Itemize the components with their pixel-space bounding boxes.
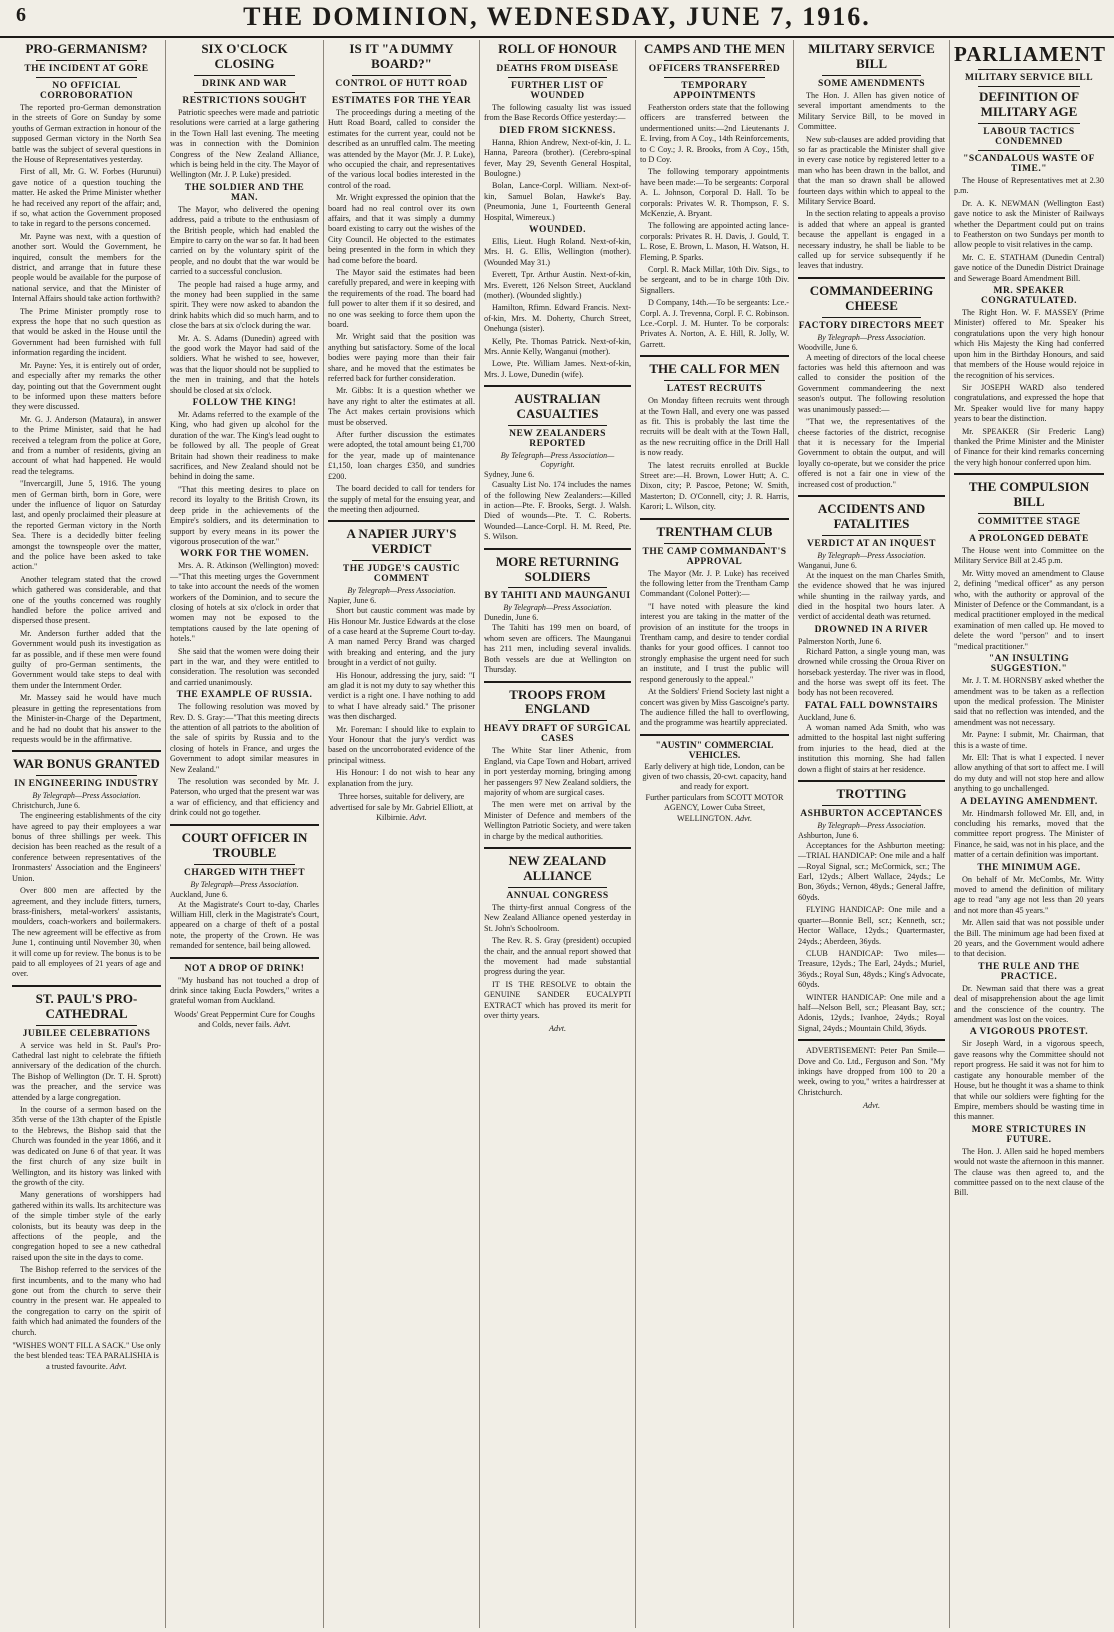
dateline: Woodville, June 6. bbox=[798, 342, 858, 352]
paragraph: The White Star liner Athenic, from England, via Cape Town and Hobart, arrived in port yesterday morning, bringing among her passengers 97 New Zealand soldiers, the majority of whom are surgical cases. bbox=[484, 746, 631, 797]
column-3 bbox=[324, 40, 480, 1628]
paragraph: Mr. Ell: That is what I expected. I never allow anything of that sort to affect me. I will do my duty and will not stop here and allow anything to go unchallenged. bbox=[954, 752, 1104, 794]
paragraph: Bolan, Lance-Corpl. William. Next-of-kin, Samuel Bolan, Hawke's Bay. (Pneumonia, June 1, Fourteenth General Hospital, Wimereux.) bbox=[484, 181, 631, 222]
paragraph: The reported pro-German demonstration in the streets of Gore on Sunday by some youths of German extraction in honour of the supposed German victory in the North Sea battle was the subject of several questions in the House of Representatives yesterday. bbox=[12, 102, 161, 164]
subheading: NEW ZEALANDERS REPORTED bbox=[509, 429, 606, 450]
paragraph: The Mayor, who delivered the opening address, paid a tribute to the enthusiasm of the British people, which had enabled the Empire to carry on the war so far. It had been carried on by the voluntary spirit of the people, and no doubt that the war would be carried to a successful conclusion. bbox=[170, 204, 319, 277]
paragraph: "My husband has not touched a drop of drink since taking Eucla Powders," writes a grateful woman from Auckland. bbox=[170, 975, 319, 1006]
section-subhead: FOLLOW THE KING! bbox=[192, 398, 297, 409]
subheading: SOME AMENDMENTS bbox=[818, 78, 925, 89]
subheading: LABOUR TACTICS CONDEMNED bbox=[983, 127, 1075, 148]
paragraph: The thirty-first annual Congress of the New Zealand Alliance opened yesterday in St. John's Schoolroom. bbox=[484, 902, 631, 933]
subheading: DRINK AND WAR bbox=[202, 78, 287, 89]
column-1 bbox=[8, 40, 166, 1628]
section-subhead: THE MINIMUM AGE. bbox=[977, 862, 1081, 873]
paragraph: A service was held in St. Paul's Pro-Cathedral last night to celebrate the fiftieth anniversary of the dedication of the church. The Bishop of Wellington (Dr. T. H. Sprott) was the preacher, and the service was attended by a large congregation. bbox=[12, 1040, 161, 1102]
paragraph: Mr. Wright said that the position was anything but satisfactory. Some of the local bodies were paying more than their fair share, and he moved that the estimates be referred back for further consideration. bbox=[328, 332, 475, 384]
section-subhead: WORK FOR THE WOMEN. bbox=[180, 549, 309, 560]
paragraph: At the Magistrate's Court to-day, Charles William Hill, clerk in the Magistrate's Court, appeared on a charge of theft of a postal note, the property of the Crown. He was remanded for sentence, bail being allowed. bbox=[170, 899, 319, 951]
headline: PARLIAMENT bbox=[954, 42, 1106, 66]
advertisement: Three horses, suitable for delivery, are advertised for sale by Mr. Gabriel Elliott, at Kilbirnie. Advt. bbox=[329, 792, 473, 822]
paragraph: The proceedings during a meeting of the Hutt Road Board, called to consider the estimates for the current year, could not be described as an unruffled calm. The meeting was attended by the Mayor (Mr. J. P. Luke), who occupied the chair, and representatives of the various local bodies interested in the control of the road. bbox=[328, 107, 475, 190]
subheading: THE INCIDENT AT GORE bbox=[24, 63, 149, 74]
paragraph: Mr. G. J. Anderson (Mataura), in answer to the Prime Minister, said that he had received a telegram from the police at Gore, and from a number of residents, giving an account of what had happened. He would read the telegrams. bbox=[12, 414, 161, 476]
paragraph: Dr. A. K. NEWMAN (Wellington East) gave notice to ask the Minister of Railways whether the Department could put on trains to Featherston on two Sundays per month to allow people to visit relatives in the camp. bbox=[954, 198, 1104, 250]
paragraph: On Monday fifteen recruits went through at the Town Hall, and every one was passed as fit. This is probably the last time the recruits will be dealt with at the Town Hall, as the new recruiting office in the Drill Hall is now ready. bbox=[640, 396, 789, 458]
paragraph: The people had raised a huge army, and the money had been supplied in the same spirit. They were now asked to abandon the drink habits which did so much harm, and to close the bars at six o'clock during the war. bbox=[170, 279, 319, 331]
paragraph: The House went into Committee on the Military Service Bill at 2.45 p.m. bbox=[954, 546, 1104, 566]
paragraph: Mr. C. E. STATHAM (Dunedin Central) gave notice of the Dunedin District Drainage and Sewerage Board Amendment Bill. bbox=[954, 252, 1104, 283]
headline: IS IT "A DUMMY BOARD?" bbox=[349, 41, 454, 71]
section-subhead: DIED FROM SICKNESS. bbox=[499, 125, 616, 136]
dateline: Auckland, June 6. bbox=[170, 889, 228, 899]
paragraph: The Mayor said the estimates had been carefully prepared, and were in keeping with the requirements of the road. The board had full power to alter them if it so desired, and no one was seeking to force them upon the board. bbox=[328, 267, 475, 329]
subheading: THE CAMP COMMANDANT'S APPROVAL bbox=[642, 546, 787, 567]
paragraph: Another telegram stated that the crowd which gathered was considerable, and that one of the youths concerned was roughly handled before the police arrived and dispersed those present. bbox=[12, 574, 161, 626]
subheading: DROWNED IN A RIVER bbox=[814, 624, 929, 635]
paragraph: Sir JOSEPH WARD also tendered congratulations, and expressed the hope that Mr. Speaker would live for many happy years to bear the distinction. bbox=[954, 382, 1104, 424]
headline: NEW ZEALAND ALLIANCE bbox=[508, 853, 607, 883]
headline: ST. PAUL'S PRO-CATHEDRAL bbox=[35, 990, 138, 1021]
paragraph: His Honour: I do not wish to hear any explanation from the jury. bbox=[328, 768, 475, 788]
paragraph: The men were met on arrival by the Minister of Defence and members of the Wellington Patriotic Society, and were taken in charge by the medical authorities. bbox=[484, 800, 631, 841]
subheading: NO OFFICIAL CORROBORATION bbox=[40, 80, 133, 101]
paragraph: Mr. Allen said that was not possible under the Bill. The minimum age had been fixed at 20 years, and the Government would adhere to that decision. bbox=[954, 918, 1104, 959]
subheading: BY TAHITI AND MAUNGANUI bbox=[484, 591, 631, 602]
paragraph: FLYING HANDICAP: One mile and a quarter—Bonnie Bell, scr.; Kenneth, scr.; Hector Wallace, 12yds.; Quartermaster, 24yds.; Aberdeen, 36yds. bbox=[798, 905, 945, 946]
subheading: ASHBURTON ACCEPTANCES bbox=[800, 808, 943, 819]
paragraph: Sir Joseph Ward, in a vigorous speech, gave reasons why the Committee should not report progress. He said it was not for him to castigate any honourable member of the House, but he thought it was a shame to think that while our soldiers were fighting for the Empire, members should be wasting time in this manner. bbox=[954, 1039, 1104, 1122]
headline: DEFINITION OF MILITARY AGE bbox=[978, 89, 1080, 120]
paragraph: Casualty List No. 174 includes the names of the following New Zealanders:—Killed in action—Pte. F. Brooks, Sergt. J. Walsh. Died of wounds—Pte. T. C. Roberts. Wounded—Lance-Corpl. H. M. Reed, Pte. S. Wilson. bbox=[484, 480, 631, 542]
advertisement: Woods' Great Peppermint Cure for Coughs and Colds, never fails. Advt. bbox=[174, 1009, 315, 1030]
headline: ACCIDENTS AND FATALITIES bbox=[817, 500, 926, 531]
column-5 bbox=[636, 40, 794, 1628]
paragraph: The latest recruits enrolled at Buckle Street are:—H. Brown, Lower Hutt; A. C. Dixon, city; P. Pascoe, Petone; W. Smith, Masterton; D. O'Connell, city; J. R. Harris, Karori; L. Wilson, city. bbox=[640, 460, 789, 512]
dateline: Christchurch, June 6. bbox=[12, 801, 80, 811]
paragraph: Patriotic speeches were made and patriotic resolutions were carried at a large gathering in the Town Hall last evening. The meeting was in connection with the Dominion Congress of the New Zealand Alliance, which is being held in the city. The Mayor of Wellington (Mr. J. P. Luke) presided. bbox=[170, 107, 319, 180]
advertisement: "AUSTIN" COMMERCIAL VEHICLES. Early delivery at high tide, London, can be given of two chassis, 20-cwt. capacity, hand and ready for export. Further particulars from SCOTT MOTOR AGENCY, Lower Cuba Street, WELLINGTON. Advt. bbox=[642, 740, 787, 823]
section-subhead: "AN INSULTING SUGGESTION." bbox=[988, 654, 1070, 675]
paragraph: In the section relating to appeals a proviso is added that where an appeal is granted because the appellant is engaged in a necessary industry, he shall be liable to be called up for service subsequently if he leaves that industry. bbox=[798, 209, 945, 271]
column-2 bbox=[166, 40, 324, 1628]
advertisement: Advt. bbox=[548, 1024, 567, 1034]
dateline: Sydney, June 6. bbox=[484, 470, 535, 480]
dateline: Dunedin, June 6. bbox=[484, 613, 539, 623]
byline: By Telegraph—Press Association. bbox=[817, 550, 926, 560]
byline: By Telegraph—Press Association. bbox=[817, 820, 926, 830]
subheading: RESTRICTIONS SOUGHT bbox=[182, 95, 307, 106]
headline: TROOPS FROM ENGLAND bbox=[509, 686, 606, 717]
paragraph: The Bishop referred to the services of the first incumbents, and to the many who had gone out from the church to serve their country in the present war. He appealed to the congregation to carry on the spirit of faith which had animated the founders of the church. bbox=[12, 1265, 161, 1337]
headline: AUSTRALIAN CASUALTIES bbox=[514, 391, 601, 422]
paragraph: Mrs. A. R. Atkinson (Wellington) moved:—"That this meeting urges the Government to take into account the needs of the women workers of the Dominion, and to secure the closing of hotels at six o'clock in order that women may not be exposed to the temptations caused by the late opening of hotels." bbox=[170, 561, 319, 644]
paragraph: Acceptances for the Ashburton meeting:—TRIAL HANDICAP: One mile and a half—Royal Signal, scr.; McCormick, scr.; The Earl, 12yds.; Albert Wallace, 24yds.; Le Bon, 36yds.; Vernon, 48yds.; General Jaffre, 60yds. bbox=[798, 840, 945, 902]
paragraph: In the course of a sermon based on the 35th verse of the 13th chapter of the Epistle to the Hebrews, the Bishop said that the Church was founded in the year 1866, and it was dedicated on June 6 of that year. It was the first church of any size built in Wellington, and its history was linked with the growth of the city. bbox=[12, 1105, 161, 1187]
subheading: OFFICERS TRANSFERRED bbox=[648, 63, 781, 74]
paragraph: Mr. Payne was next, with a question of another sort. Would the Government, he inquired, consult the members for the district, and arrange that in future these people would be available for the purpose of national service, and that the Minister of Internal Affairs should take action forthwith? bbox=[12, 231, 161, 304]
subheading: VERDICT AT AN INQUEST bbox=[806, 538, 937, 549]
section-subhead: A DELAYING AMENDMENT. bbox=[960, 796, 1098, 807]
paragraph: Mr. Payne: Yes, it is entirely out of order, and especially after my remarks the other day, pointing out that the Government ought to be informed upon these matters before they were discussed. bbox=[12, 360, 161, 412]
subheading: ANNUAL CONGRESS bbox=[506, 890, 609, 901]
subheading: COMMITTEE STAGE bbox=[977, 517, 1081, 528]
headline: CAMPS AND THE MEN bbox=[644, 41, 785, 56]
section-subhead: MR. SPEAKER CONGRATULATED. bbox=[980, 286, 1078, 307]
byline: By Telegraph—Press Association. bbox=[32, 791, 141, 801]
paragraph: The Tahiti has 199 men on board, of whom seven are officers. The Maunganui has 211 men, including several invalids. Both vessels are due at Wellington on Thursday. bbox=[484, 623, 631, 675]
dateline: Auckland, June 6. bbox=[798, 712, 856, 722]
paragraph: The board decided to call for tenders for the supply of metal for the ensuing year, and the meeting then adjourned. bbox=[328, 484, 475, 514]
paragraph: She said that the women were doing their part in the war, and they were entitled to consideration. The resolution was seconded and carried unanimously. bbox=[170, 646, 319, 687]
headline: THE COMPULSION BILL bbox=[968, 479, 1090, 510]
paragraph: Mr. A. S. Adams (Dunedin) agreed with the good work the Mayor had said of the soldiers. What he wished to see, however, was that the liquor should not be supplied to the men in training, and that the hotels should be closed at six o'clock. bbox=[170, 333, 319, 395]
paragraph: Mr. Payne: I submit, Mr. Chairman, that this is a waste of time. bbox=[954, 730, 1104, 750]
paragraph: The following temporary appointments have been made:—To be sergeants: Corporal A. L. Johnson, Corporal D. Hall. To be corporals: Privates W. R. Thompson, F. S. McKenzie, A. Bryant. bbox=[640, 167, 789, 218]
section-subhead: MORE STRICTURES IN FUTURE. bbox=[971, 1124, 1087, 1145]
paragraph: D Company, 14th.—To be sergeants: Lce.-Corpl. A. J. Trevenna, Corpl. F. C. Robinson. Lce.-Corpl. J. M. Hunter. To be corporals: Privates A. Norton, A. E. Hill, R. Jolly, W. Garrett. bbox=[640, 298, 789, 349]
paragraph: IT IS THE RESOLVE to obtain the GENUINE SANDER EUCALYPTI EXTRACT which has proved its merit for over thirty years. bbox=[484, 979, 631, 1020]
headline: WAR BONUS GRANTED bbox=[13, 756, 160, 772]
paragraph: The Right Hon. W. F. MASSEY (Prime Minister) offered to Mr. Speaker his congratulations upon the very high honour which His Majesty the King had conferred upon him in the Birthday Honours, and said that members of the House would rejoice in the recognition of his services. bbox=[954, 308, 1104, 380]
newspaper-title: THE DOMINION, WEDNESDAY, JUNE 7, 1916. bbox=[243, 2, 871, 31]
paragraph: Mr. Hindmarsh followed Mr. Ell, and, in concluding his remarks, moved that the committee report progress. The Minister of Finance, he said, was not in his place, and the matter of a certain definition was important. bbox=[954, 808, 1104, 860]
paragraph: On behalf of Mr. McCombs, Mr. Witty moved to amend the definition of military age to read "any age not less than 20 years and not more than 45 years." bbox=[954, 874, 1104, 915]
subheading: CHARGED WITH THEFT bbox=[183, 867, 306, 878]
paragraph: Mr. Gibbs: It is a question whether we have any right to alter the estimates at all. The Act makes certain provisions which must be observed. bbox=[328, 386, 475, 427]
paragraph: "That we, the representatives of the cheese factories of the district, recognise that it is necessary for the Imperial Government to obtain the output, and will loyally co-operate, but we consider the price offered is not a fair one in view of the increased cost of production." bbox=[798, 417, 945, 489]
paragraph: Ellis, Lieut. Hugh Roland. Next-of-kin, Mrs. H. G. Ellis, Wellington (mother). (Wounded May 31.) bbox=[484, 237, 631, 267]
advertisement: Advt. bbox=[862, 1101, 881, 1111]
dateline: Wanganui, June 6. bbox=[798, 560, 857, 570]
subheading: ESTIMATES FOR THE YEAR bbox=[331, 95, 472, 106]
subheading: IN ENGINEERING INDUSTRY bbox=[14, 779, 159, 790]
headline: TRENTHAM CLUB bbox=[656, 523, 773, 539]
paragraph: At the Soldiers' Friend Society last night a concert was given by Miss Gascoigne's party. The audience filled the hall to overflowing, and the programme was heartily appreciated. bbox=[640, 687, 789, 728]
paragraph: Mr. SPEAKER (Sir Frederic Lang) thanked the Prime Minister and the Minister of Finance for their kind remarks concerning the very high honour conferred upon him. bbox=[954, 426, 1104, 467]
paragraph: Over 800 men are affected by the agreement, and they include fitters, turners, brass-finishers, metal-workers' assistants, moulders, coach-workers and boilermakers. The new agreement will be effective as from June 1, continuing until November 30, when it will come up for review. The bonus is to be paid to all employees of 21 years of age and over. bbox=[12, 886, 161, 979]
paragraph: "I have noted with pleasure the kind interest you are taking in the matter of the provision of an institute for the troops in Trentham camp, and desire to tender cordial thanks for your good offices. I cannot too strongly emphasise the urgent need for such an institute, and I trust the public will respond generously to the appeal." bbox=[640, 601, 789, 684]
paragraph: ADVERTISEMENT: Peter Pan Smile—Dove and Co. Ltd., Ferguson and Son. "My inkings have dropped from 100 to 20 a week, owing to you," writes a hairdresser at Christchurch. bbox=[798, 1046, 945, 1097]
section-subhead: THE SOLDIER AND THE MAN. bbox=[184, 182, 305, 203]
page-number: 6 bbox=[16, 4, 26, 26]
advertisement: "WISHES WON'T FILL A SACK." Use only the best blended teas: TEA PARALISHIA is a trusted favourite. Advt. bbox=[12, 1341, 161, 1371]
dateline: Napier, June 6. bbox=[328, 596, 377, 606]
paragraph: Hamilton, Rfimn. Edward Francis. Next-of-kin, Mrs. M. Doherty, Church Street, Onehunga (sister). bbox=[484, 303, 631, 334]
headline: COURT OFFICER IN TROUBLE bbox=[181, 829, 308, 860]
dateline: Ashburton, June 6. bbox=[798, 830, 859, 840]
column-7 bbox=[950, 40, 1108, 1628]
headline: MILITARY SERVICE BILL bbox=[808, 41, 935, 71]
paragraph: Hanna, Rhion Andrew, Next-of-kin, J. L. Hanna, Pareora (brother). (Cerebro-spinal fever, May 29, Seventh General Hospital, Boulogne.) bbox=[484, 137, 631, 178]
paragraph: At the inquest on the man Charles Smith, the evidence showed that he was injured while shunting in the railway yards, and died in the hospital two hours later. A verdict of accidental death was returned. bbox=[798, 570, 945, 622]
section-subhead: WOUNDED. bbox=[528, 225, 587, 235]
paragraph: Many generations of worshippers had gathered within its walls. Its architecture was of the simple timber style of the early colonists, but its beauty was deep in the affections of the people, and the congregation hoped to see a new cathedral raised upon the site in the days to come. bbox=[12, 1190, 161, 1262]
subheading: MILITARY SERVICE BILL bbox=[964, 73, 1094, 84]
column-6 bbox=[794, 40, 950, 1628]
headline: MORE RETURNING SOLDIERS bbox=[495, 553, 620, 584]
paragraph: Short but caustic comment was made by His Honour Mr. Justice Edwards at the close of a case heard at the Supreme Court to-day. A man named Percy Brand was charged with breaking and entering, and the jury brought in a verdict of not guilty. bbox=[328, 606, 475, 668]
paragraph: Mr. Anderson further added that the Government would push its investigation as far as possible, and if these men were found guilty of pro-German sentiments, the Government would take steps to deal with them under the Internment Order. bbox=[12, 628, 161, 690]
paragraph: The following are appointed acting lance-corporals: Privates R. H. Davis, J. Gould, T. L. Rose, E. Brown, L. Mason, H. Watson, H. Fleming, P. Sparks. bbox=[640, 221, 789, 262]
section-subhead: THE RULE AND THE PRACTICE. bbox=[978, 961, 1080, 982]
paragraph: The House of Representatives met at 2.30 p.m. bbox=[954, 176, 1104, 196]
paragraph: Mr. Adams referred to the example of the King, who had given up alcohol for the duration of the war. The King's lead ought to be followed by all. The people of Great Britain had shown their readiness to make sacrifices, and New Zealand should not be behind in doing the same. bbox=[170, 410, 319, 482]
subheading: DEATHS FROM DISEASE bbox=[496, 63, 619, 74]
paragraph: A woman named Ada Smith, who was admitted to the hospital last night suffering from injuries to the head, died at the institution this morning. She had fallen down a flight of stairs at her residence. bbox=[798, 722, 945, 774]
subheading: FURTHER LIST OF WOUNDED bbox=[510, 80, 605, 101]
paragraph: The Mayor (Mr. J. P. Luke) has received the following letter from the Trentham Camp Commandant (Colonel Potter):— bbox=[640, 568, 789, 599]
byline: By Telegraph—Press Association. bbox=[190, 879, 299, 889]
column-4 bbox=[480, 40, 636, 1628]
subheading: HEAVY DRAFT OF SURGICAL CASES bbox=[484, 724, 631, 745]
paragraph: Featherston orders state that the following officers are transferred between the undermentioned units:—2nd Lieutenants J. E. Irving, from A Coy., 14th Reinforcements, to C Coy.; J. R. Brooks, from A Coy., 15th, to D Coy. bbox=[640, 102, 789, 164]
paragraph: The following resolution was moved by Rev. D. S. Gray:—"That this meeting directs the attention of all patriots to the abolition of the sale of spirits by Russia and to the closing of hotels in France, and urges the Government to adopt similar measures in New Zealand." bbox=[170, 702, 319, 774]
subheading: LATEST RECRUITS bbox=[666, 384, 763, 395]
subheading: TEMPORARY APPOINTMENTS bbox=[673, 80, 756, 101]
paragraph: Lowe, Pte. William James. Next-of-kin, Mrs. J. Lowe, Dunedin (wife). bbox=[484, 359, 631, 379]
subheading: "SCANDALOUS WASTE OF TIME." bbox=[963, 154, 1095, 175]
byline: By Telegraph—Press Association—Copyright. bbox=[500, 451, 615, 470]
paragraph: New sub-clauses are added providing that so far as practicable the Minister shall give in every case notice by registered letter to a man who has been drawn in the ballot, and that the man so drawn shall be allowed fourteen days within which to appeal to the Military Service Board. bbox=[798, 134, 945, 206]
headline: PRO-GERMANISM? bbox=[25, 41, 148, 56]
paragraph: Kelly, Pte. Thomas Patrick. Next-of-kin, Mrs. Annie Kelly, Wanganui (mother). bbox=[484, 336, 631, 357]
section-subhead: A VIGOROUS PROTEST. bbox=[969, 1027, 1089, 1038]
section-subhead: THE EXAMPLE OF RUSSIA. bbox=[176, 690, 313, 701]
byline: By Telegraph—Press Association. bbox=[503, 603, 612, 613]
paragraph: "Invercargill, June 5, 1916. The young men of German birth, born in Gore, were under the influence of liquor on Saturday last, and openly proclaimed their pleasure at the reported German victory in the North Sea. There is a decidedly bitter feeling amongst the townspeople over the matter, and the police have been asked to take action." bbox=[12, 479, 161, 572]
subheading: THE JUDGE'S CAUSTIC COMMENT bbox=[342, 564, 461, 585]
paragraph: The resolution was seconded by Mr. J. Paterson, who urged that the present war was a war of efficiency, and that efficiency and drink could not go together. bbox=[170, 777, 319, 818]
subheading: CONTROL OF HUTT ROAD bbox=[335, 78, 468, 89]
paragraph: The Hon. J. Allen has given notice of several important amendments to the Military Service Bill, to be moved in Committee. bbox=[798, 90, 945, 132]
paragraph: First of all, Mr. G. W. Forbes (Hurunui) gave notice of a question touching the matter. He asked the Prime Minister whether he had received any report of the affair; and, if so, what action the Government proposed to take in regard to the persons concerned. bbox=[12, 167, 161, 229]
paragraph: "That this meeting desires to place on record its loyalty to the British Crown, its deep pride in the achievements of the Empire's soldiers, and its determination to support by every means in its power the vigorous prosecution of the war." bbox=[170, 484, 319, 546]
subheading: FATAL FALL DOWNSTAIRS bbox=[804, 700, 939, 711]
newspaper-columns bbox=[8, 40, 1108, 1628]
headline: TROTTING bbox=[836, 785, 907, 801]
paragraph: The Hon. J. Allen said he hoped members would not waste the afternoon in this manner. The clause was then agreed to, and the committee passed on to the next clause of the Bill. bbox=[954, 1146, 1104, 1198]
paragraph: A meeting of directors of the local cheese factories was held this afternoon and was called to consider the position of the Government commandeering the next season's output. The following resolution was unanimously passed:— bbox=[798, 352, 945, 414]
headline: SIX O'CLOCK CLOSING bbox=[201, 41, 288, 71]
headline: A NAPIER JURY'S VERDICT bbox=[346, 526, 457, 557]
paragraph: Mr. J. T. M. HORNSBY asked whether the amendment was to be taken as a reflection upon the medical profession. The Minister said that no reflection was intended, and the amendment was not necessary. bbox=[954, 676, 1104, 727]
subheading: A PROLONGED DEBATE bbox=[969, 534, 1089, 545]
byline: By Telegraph—Press Association. bbox=[817, 332, 926, 342]
paragraph: The Prime Minister promptly rose to express the hope that no such question as that would be asked in the House until the Government had been furnished with full information regarding the incident. bbox=[12, 306, 161, 358]
masthead bbox=[0, 0, 1114, 38]
subheading: JUBILEE CELEBRATIONS bbox=[22, 1028, 151, 1039]
headline: ROLL OF HONOUR bbox=[498, 41, 617, 56]
paragraph: Mr. Massey said he would have much pleasure in getting the representations from the Minister-in-Charge of the Department, and he had no doubt that his answer to the requests would be in the affirmative. bbox=[12, 693, 161, 744]
paragraph: Everett, Tpr. Arthur Austin. Next-of-kin, Mrs. Everett, 126 Nelson Street, Auckland (mother). (Wounded slightly.) bbox=[484, 270, 631, 301]
headline: COMMANDEERING CHEESE bbox=[809, 282, 934, 313]
paragraph: His Honour, addressing the jury, said: "I am glad it is not my duty to say whether this verdict is a right one. I have nothing to add to what I have already said." The prisoner was then discharged. bbox=[328, 670, 475, 722]
headline: THE CALL FOR MEN bbox=[649, 361, 780, 377]
paragraph: Mr. Foreman: I should like to explain to Your Honour that the jury's verdict was based on the uncorroborated evidence of the principal witness. bbox=[328, 724, 475, 765]
subheading: NOT A DROP OF DRINK! bbox=[184, 963, 305, 974]
paragraph: Mr. Witty moved an amendment to Clause 2, defining "medical officer" as any person who, with the authority or approval of the Minister of Defence or the Commandant, is a medical practitioner employed in the medical examination of men called up. He moved to delete the word "person" and to insert "medical practitioner." bbox=[954, 568, 1104, 651]
byline: By Telegraph—Press Association. bbox=[347, 586, 456, 596]
dateline: Palmerston North, June 6. bbox=[798, 636, 882, 646]
paragraph: The following casualty list was issued from the Base Records Office yesterday:— bbox=[484, 102, 631, 123]
subheading: FACTORY DIRECTORS MEET bbox=[798, 320, 945, 331]
paragraph: The Rev. R. S. Gray (president) occupied the chair, and the annual report showed that the movement had made substantial progress during the year. bbox=[484, 936, 631, 977]
paragraph: WINTER HANDICAP: One mile and a half—Nelson Bell, scr.; Pleasant Bay, scr.; Adonis, 12yds.; Ivanhoe, 24yds.; Royal Signal, 24yds.; Mountain Child, 36yds. bbox=[798, 992, 945, 1033]
paragraph: Dr. Newman said that there was a great deal of misapprehension about the age limit and the conscience of the country. The amendment was lost on the voices. bbox=[954, 983, 1104, 1025]
paragraph: Richard Patton, a single young man, was drowned while crossing the Oroua River on horseback yesterday. The river was in flood, and the horse was swept off its feet. The body has not been recovered. bbox=[798, 646, 945, 698]
paragraph: Mr. Wright expressed the opinion that the board had no real control over its own affairs, and that it was simply a dummy board existing to carry out the wishes of the City Council. He objected to the estimates being presented in the form in which they had come before the board. bbox=[328, 193, 475, 265]
paragraph: CLUB HANDICAP: Two miles—Treasure, 12yds.; The Earl, 24yds.; Muriel, 36yds.; Royal Sun, 48yds.; King's Advocate, 60yds. bbox=[798, 948, 945, 990]
paragraph: The engineering establishments of the city have agreed to pay their employees a war bonus of three shillings per week. This decision has been reached as the result of a conference between representatives of the Ironmasters' Association and the Engineers' Union. bbox=[12, 811, 161, 883]
paragraph: Corpl. R. Mack Millar, 10th Div. Sigs., to be sergeant, and to be in charge 10th Div. Signallers. bbox=[640, 265, 789, 295]
paragraph: After further discussion the estimates were adopted, the total amount being £1,700 for the year, made up of maintenance £1,150, loan charges £350, and sundries £200. bbox=[328, 430, 475, 481]
